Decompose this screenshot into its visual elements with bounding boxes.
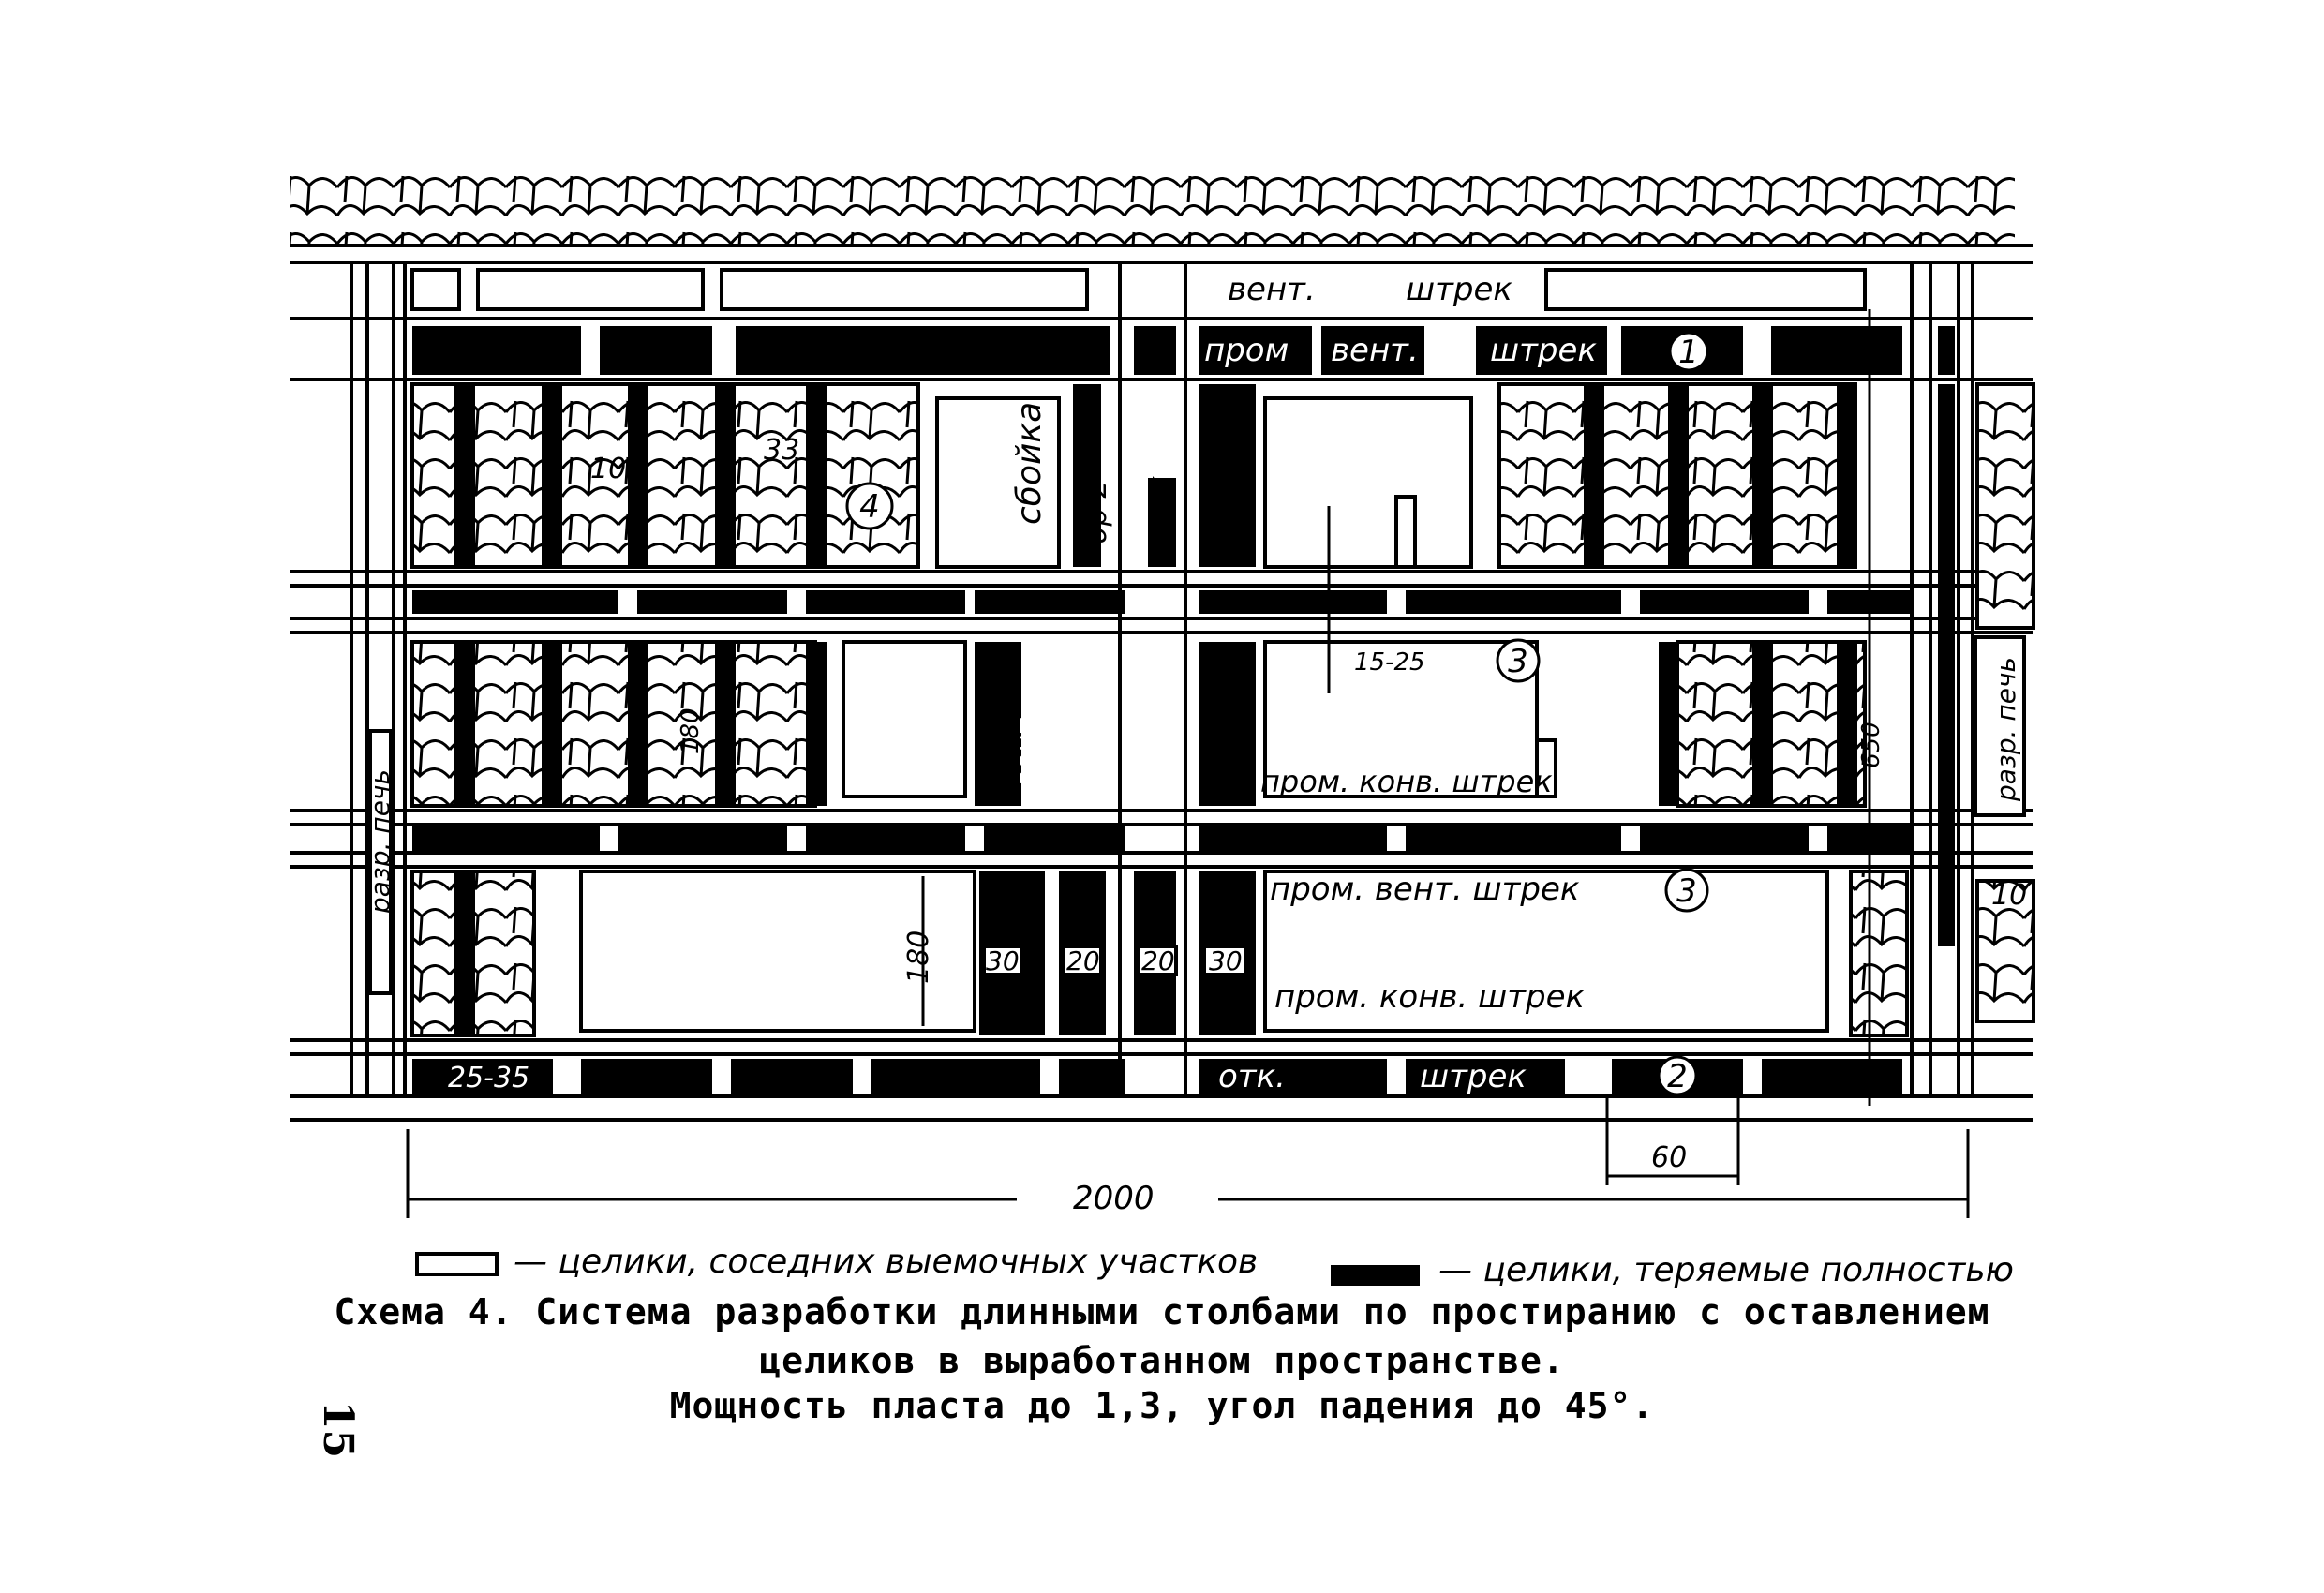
marker-3b <box>1666 870 1707 911</box>
label-prom-konv-1: пром. конв. штрек <box>1260 764 1553 799</box>
marker-3a <box>1497 640 1539 681</box>
svg-text:2: 2 <box>1667 1058 1688 1095</box>
dim-60: 60 <box>1651 1141 1688 1174</box>
caption-line-3: Мощность пласта до 1,3, угол падения до 45°. <box>669 1385 1655 1426</box>
label-konv-vertical: конв. <box>1071 708 1104 787</box>
marker-4 <box>847 484 892 529</box>
caved-roof-zone <box>290 169 2034 246</box>
label-vent2: вент. <box>1331 332 1419 369</box>
caption-line-1: Схема 4. Система разработки длинными столбами по простиранию с оставлением <box>334 1291 1990 1332</box>
dim-30-top: 30 <box>480 335 516 368</box>
dim-650: 650 <box>1857 722 1885 768</box>
dim-180-small: 180 <box>677 707 705 754</box>
label-prom: пром <box>1204 332 1289 369</box>
label-br2: бр-2 <box>1080 480 1113 543</box>
label-prom-vent: пром. вент. штрек <box>1270 871 1580 908</box>
label-hodok: ходок <box>1142 475 1173 558</box>
label-shtrek2: штрек <box>1490 332 1597 369</box>
dim-15-25: 15-25 <box>1354 648 1425 677</box>
dim-2000: 2000 <box>1073 1180 1155 1217</box>
label-razr-pech-left: разр. печь <box>365 769 395 914</box>
legend-black-swatch <box>1331 1265 1420 1286</box>
label-prom-konv-2: пром. конв. штрек <box>1274 978 1586 1016</box>
marker-1 <box>1659 1057 1696 1095</box>
svg-text:4: 4 <box>859 488 880 526</box>
label-shtrek: штрек <box>1406 271 1512 308</box>
dim-20-b: 20 <box>1141 945 1175 976</box>
label-shtrek3: штрек <box>1420 1058 1527 1095</box>
legend-white-text: — целики, соседних выемочных участков <box>514 1243 1259 1281</box>
label-vent: вент. <box>1228 271 1316 308</box>
label-razr-pech-right: разр. печь <box>1990 657 2021 801</box>
page-number: 15 <box>314 1400 363 1459</box>
dim-10-right: 10 <box>1991 879 2028 912</box>
dim-180: 180 <box>902 930 935 984</box>
svg-text:1: 1 <box>1678 334 1699 371</box>
dim-30-a: 30 <box>986 945 1020 976</box>
label-otk: отк. <box>1218 1058 1286 1095</box>
label-sboyka: сбойка <box>1010 401 1049 525</box>
dim-10: 10 <box>590 453 627 485</box>
white-pillars-top <box>412 270 1865 309</box>
dim-30-b: 30 <box>1209 945 1243 976</box>
legend-white-swatch <box>417 1254 497 1274</box>
dim-33: 33 <box>764 434 800 467</box>
dim-20-a: 20 <box>1066 945 1100 976</box>
svg-text:3: 3 <box>1676 872 1697 910</box>
caption-line-2: целиков в выработанном пространстве. <box>759 1340 1565 1381</box>
svg-text:3: 3 <box>1508 643 1528 680</box>
label-vent-vertical: вент. <box>1010 709 1043 787</box>
dim-25-35: 25-35 <box>448 1062 530 1094</box>
legend-black-text: — целики, теряемые полностью <box>1438 1251 2014 1289</box>
marker-2 <box>1670 333 1707 371</box>
